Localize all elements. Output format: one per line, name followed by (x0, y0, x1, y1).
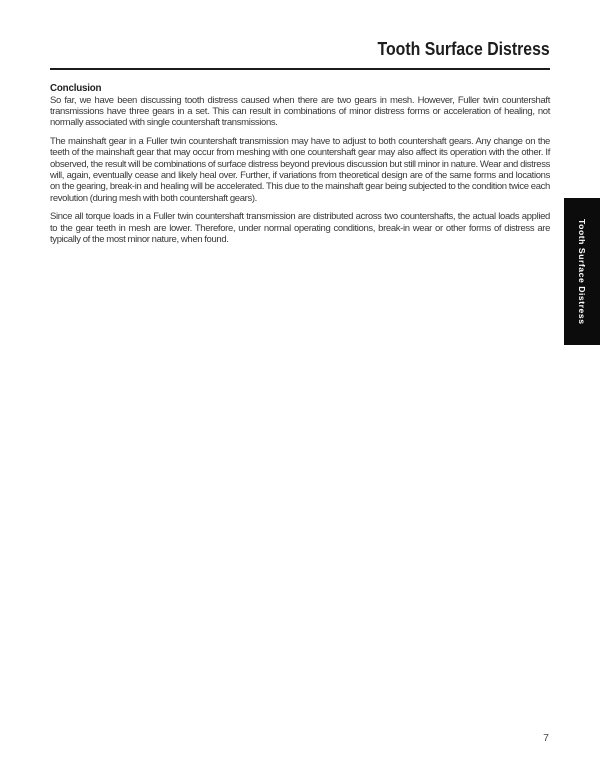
side-tab-label: Tooth Surface Distress (577, 218, 587, 325)
page-number: 7 (543, 732, 549, 744)
paragraph: So far, we have been discussing tooth distress caused when there are two gears in mesh. However, Fuller twin countershaft transmissions have three gears in a set. This can result in combinations of minor distress forms or acceleration of healing, not normally associated with single countershaft transmissions. (50, 94, 550, 129)
section-heading-conclusion: Conclusion (50, 83, 102, 94)
paragraph: Since all torque loads in a Fuller twin countershaft transmission are distributed across two countershafts, the actual loads applied to the gear teeth in mesh are lower. Therefore, under normal operating conditions, break-in wear or other forms of distress are typically of the most minor nature, when found. (50, 211, 550, 245)
paragraph: The mainshaft gear in a Fuller twin countershaft transmission may have to adjust to both countershaft gears. Any change on the teeth of the mainshaft gear that may occur from meshing with one countershaft gear may also affect its operation with the other. If observed, the result will be combinations of surface distress beyond previous discussion but still minor in nature. Wear and distress will, again, eventually cease and likely heal over. Further, if variations from theoretical design are of the same forms and locations on the gearing, break-in and healing will be accelerated. This due to the mainshaft gear being subjected to the condition twice each revolution (during mesh with both countershaft gears). (50, 135, 550, 204)
header-rule (50, 68, 550, 70)
side-tab-tooth-surface-distress (564, 198, 600, 345)
page-title: Tooth Surface Distress (377, 39, 550, 59)
page-content (50, 83, 550, 252)
